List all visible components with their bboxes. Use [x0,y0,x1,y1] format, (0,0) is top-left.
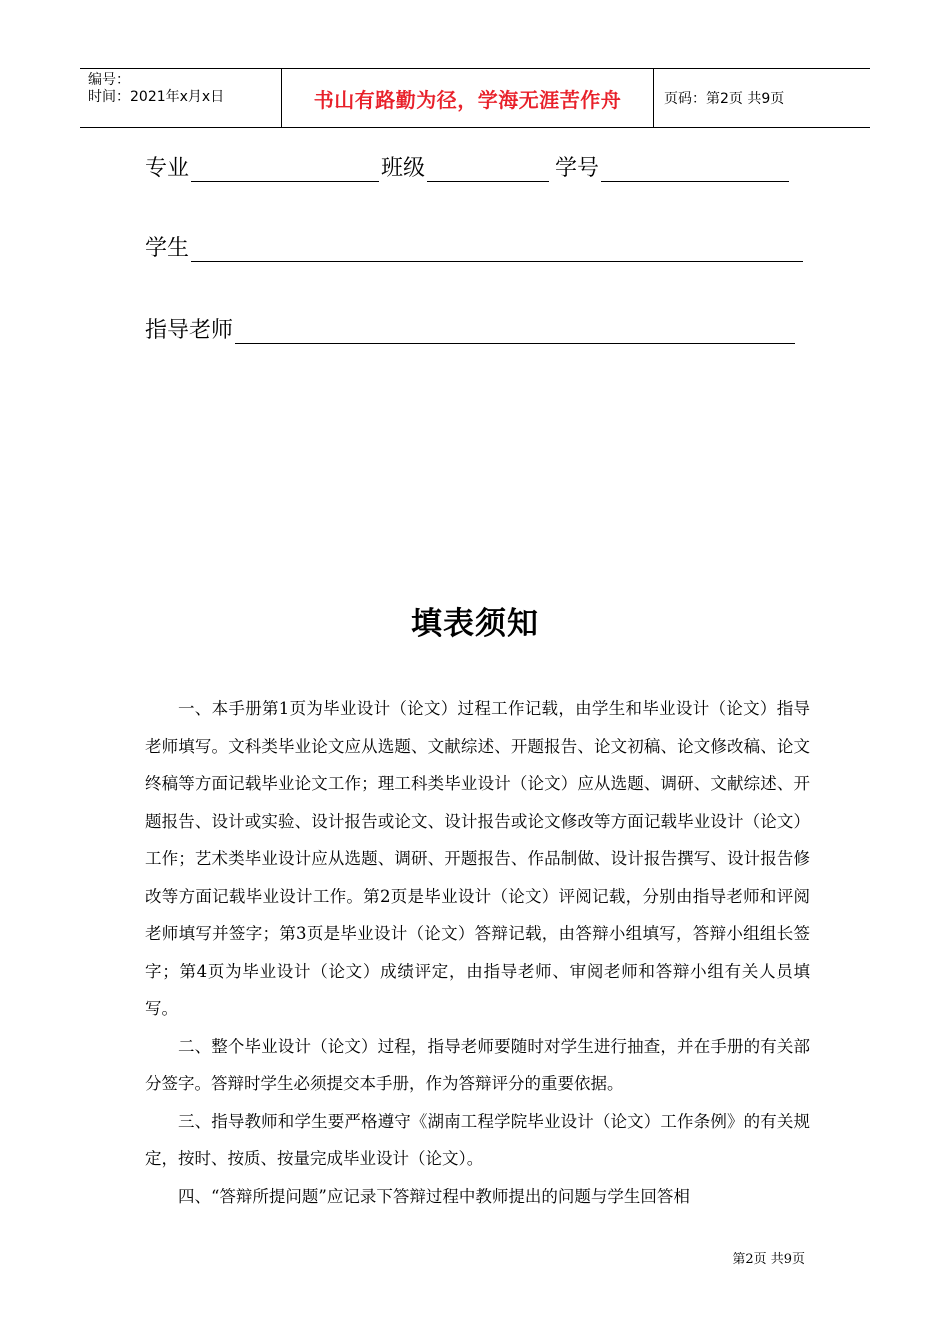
major-input-line[interactable] [191,155,379,182]
class-input-line[interactable] [427,155,549,182]
class-label: 班级 [381,156,426,181]
header-motto: 书山有路勤为径，学海无涯苦作舟 [282,69,654,127]
document-date-label: 时间：2021年x月x日 [88,89,225,105]
student-label: 学生 [145,236,190,261]
section-title: 填表须知 [411,606,539,642]
instruction-paragraph-2: 二、整个毕业设计（论文）过程，指导老师要随时对学生进行抽查，并在手册的有关部分签字。答辩时学生必须提交本手册，作为答辩评分的重要依据。 [145,1036,810,1093]
instruction-paragraph-4: 四、“答辩所提问题”应记录下答辩过程中教师提出的问题与学生回答相 [178,1186,690,1206]
page-header [80,68,870,128]
info-row-student [145,230,805,262]
advisor-label: 指导老师 [145,318,234,343]
instruction-paragraph-3: 三、指导教师和学生要严格遵守《湖南工程学院毕业设计（论文）工作条例》的有关规定，按时、按质、按量完成毕业设计（论文）。 [145,1111,810,1168]
header-meta [80,69,282,127]
major-label: 专业 [145,156,190,181]
student-id-input-line[interactable] [601,155,789,182]
page-footer: 第2页 共9页 [732,1252,805,1267]
header-page-number: 页码：第2页 共9页 [664,91,785,107]
info-row-advisor [145,312,797,344]
student-input-line[interactable] [191,235,803,262]
instructions-body [145,690,810,1215]
info-row-major-class-id [145,150,791,182]
advisor-input-line[interactable] [235,317,795,344]
student-id-label: 学号 [555,156,600,181]
instruction-paragraph-1: 一、本手册第1页为毕业设计（论文）过程工作记载，由学生和毕业设计（论文）指导老师填写。文科类毕业论文应从选题、文献综述、开题报告、论文初稿、论文修改稿、论文终稿等方面记载毕业论文工作；理工科类毕业设计（论文）应从选题、调研、文献综述、开题报告、设计或实验、设计报告或论文、设计报告或论文修改等方面记载毕业设计（论文）工作；艺术类毕业设计应从选题、调研、开题报告、作品制做、设计报告撰写、设计报告修改等方面记载毕业设计工作。第2页是毕业设计（论文）评阅记载，分别由指导老师和评阅老师填写并签字；第3页是毕业设计（论文）答辩记载，由答辩小组填写，答辩小组组长签字；第4页为毕业设计（论文）成绩评定，由指导老师、审阅老师和答辩小组有关人员填写。 [145,699,810,1018]
document-number-label: 编号： [88,72,130,88]
